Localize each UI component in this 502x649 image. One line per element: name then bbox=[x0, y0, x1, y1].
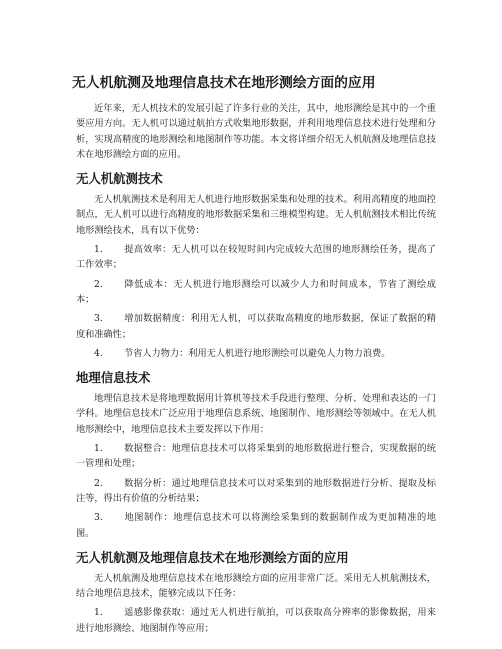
list-item-number: 2. bbox=[94, 278, 103, 290]
list-item-text: 数据整合：地理信息技术可以将采集到的地形数据进行整合，实现数据的统一管理和处理； bbox=[76, 443, 436, 470]
list-item-number: 1. bbox=[94, 443, 103, 455]
intro-paragraph: 近年来，无人机技术的发展引起了许多行业的关注，其中，地形测绘是其中的一个重要应用方向。无人机可以通过航拍方式收集地形数据，并利用地理信息技术进行处理和分析，实现高精度的地形测绘和地图制作等功能。本文将详细介绍无人机航测及地理信息技术在地形测绘方面的应用。 bbox=[76, 103, 436, 160]
section-heading-gis: 地理信息技术 bbox=[76, 370, 151, 386]
list-item-number: 2. bbox=[94, 477, 103, 489]
list-item-number: 3. bbox=[94, 512, 103, 524]
list-item-number: 4. bbox=[94, 347, 103, 359]
list-item-number: 1. bbox=[94, 244, 103, 256]
section-heading-application: 无人机航测及地理信息技术在地形测绘方面的应用 bbox=[76, 549, 349, 565]
list-item-number: 3. bbox=[94, 313, 103, 325]
list-item bbox=[76, 441, 436, 472]
document-title: 无人机航测及地理信息技术在地形测绘方面的应用 bbox=[72, 75, 376, 91]
list-item-text: 地图制作：地理信息技术可以将测绘采集到的数据制作成为更加精准的地图。 bbox=[76, 512, 436, 539]
list-item-text: 提高效率：无人机可以在较短时间内完成较大范围的地形测绘任务，提高了工作效率； bbox=[76, 244, 436, 271]
list-item bbox=[76, 476, 436, 507]
list-item-text: 增加数据精度：利用无人机，可以获取高精度的地形数据，保证了数据的精度和准确性； bbox=[76, 313, 436, 340]
list-item bbox=[76, 510, 436, 541]
section-heading-uav-survey: 无人机航测技术 bbox=[76, 171, 163, 187]
list-item-text: 降低成本：无人机进行地形测绘可以减少人力和时间成本，节省了测绘成本； bbox=[76, 278, 436, 305]
list-item-number: 1. bbox=[94, 607, 103, 619]
list-item bbox=[76, 242, 436, 273]
section-paragraph-uav-survey: 无人机航测技术是利用无人机进行地形数据采集和处理的技术。利用高精度的地面控制点，无人机可以进行高精度的地形数据采集和三维模型构建。无人机航测技术相比传统地形测绘技术，具有以下优势： bbox=[76, 194, 436, 236]
list-item bbox=[76, 311, 436, 342]
list-item-text: 数据分析：通过地理信息技术可以对采集到的地形数据进行分析、提取及标注等，得出有价值的分析结果； bbox=[76, 477, 436, 504]
list-item-text: 节省人力物力：利用无人机进行地形测绘可以避免人力物力浪费。 bbox=[124, 347, 391, 359]
section-paragraph-application: 无人机航测及地理信息技术在地形测绘方面的应用非常广泛。采用无人机航测技术，结合地理信息技术，能够完成以下任务： bbox=[76, 572, 436, 600]
list-item bbox=[76, 346, 436, 361]
list-item bbox=[76, 277, 436, 308]
list-item bbox=[76, 605, 436, 636]
section-paragraph-gis: 地理信息技术是将地理数据用计算机等技术手段进行整理、分析、处理和表达的一门学科。地理信息技术广泛应用于地理信息系统、地图制作、地形测绘等领域中。在无人机地形测绘中，地理信息技术主要发挥以下作用： bbox=[76, 393, 436, 435]
list-item-text: 遥感影像获取：通过无人机进行航拍，可以获取高分辨率的影像数据，用来进行地形测绘、地图制作等应用； bbox=[76, 607, 436, 634]
